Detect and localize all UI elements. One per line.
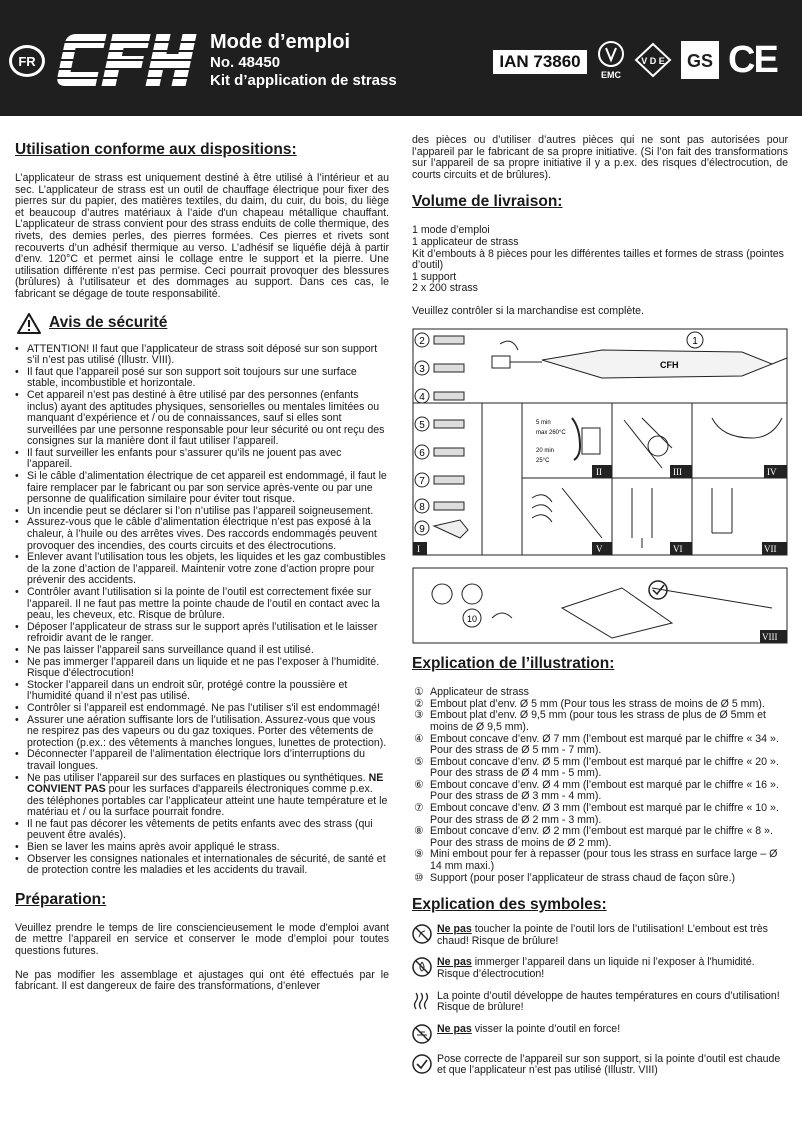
temp-label-2: 25°C (536, 457, 550, 464)
roman-i: I (417, 543, 420, 554)
time-label-1: 5 min (536, 419, 551, 426)
safety-item: • Il ne faut pas décorer les vêtements de petits enfants avec des strass (qui peuvent être avalés). (15, 819, 389, 842)
product-number: No. 48450 (210, 54, 281, 71)
legend-text: Embout plat d’env. Ø 5 mm (Pour tous les strass de moins de Ø 5 mm). (430, 697, 765, 710)
product-name: Kit d’application de strass (210, 72, 397, 89)
delivery-item: 2 x 200 strass (412, 282, 478, 295)
roman-iv: IV (767, 466, 777, 477)
plastic-text-c: pour les surfaces d'appareils électroniques comme p.ex. des téléphones portables car l’applicateur atteint une haute température et le matériau et / ou la surface pourrait fondre. (27, 783, 388, 819)
safety-item: • Déconnecter l’appareil de l’alimentation électrique lors d’interruptions du travail longues. (15, 749, 389, 772)
warning-triangle-icon (17, 313, 41, 334)
safety-item: • Il faut que l’appareil posé sur son support soit toujours sur une surface stable, incombustible et horizontale. (15, 367, 389, 390)
legend-item (412, 873, 788, 885)
tip-2-label: 2 (419, 335, 425, 347)
legend-text: Embout concave d’env. Ø 7 mm (l’embout est marqué par le chiffre « 34 ». Pour des strass de Ø 5 mm - 7 mm). (430, 732, 779, 757)
language-badge: FR (9, 45, 45, 77)
legend-item (412, 734, 788, 757)
sym4-emphasis: Ne pas (437, 1022, 472, 1035)
gs-label: GS (686, 51, 714, 71)
symbol-no-liquid (412, 957, 788, 980)
safety-list (15, 344, 389, 877)
sym5-text: Pose correcte de l’appareil sur son support, si la pointe d’outil est chaude et que l’applicateur n’est pas utilisé (Illustr. VIII) (437, 1052, 781, 1077)
usage-paragraph: L’applicateur de strass est uniquement destiné à être utilisé à l’intérieur et au sec. L’applicateur de strass est un outil de chauffage électrique pour fixer des pierres sur du papier, des matières textiles, du daim, du cuir, du bois, du liège et beaucoup d’autres matériaux à l’aide d'un chapeau métallique chauffant. L’applicateur de strass convient pour des strass enduits de colle thermique, des rivets, des demies perles, des pierres formées. Ces pierres et rivets sont recouverts d’un adhésif thermique au verso. L’adhésif se liquéfie déjà à partir d’env. 120°C et permet ainsi le collage entre le support et la pierre. Une utilisation différente n’est pas permise. Ceci pourrait provoquer des blessures (brûlures) à l’utilisateur et des dommages au support. Dans ces cas, le fabricant se dégage de toute responsabilité. (15, 172, 389, 300)
legend-text: Embout concave d’env. Ø 5 mm (l’embout est marqué par le chiffre « 20 ». Pour des strass de Ø 4 mm - 5 mm). (430, 755, 779, 780)
legend-text: Embout concave d’env. Ø 2 mm (l’embout est marqué par le chiffre « 8 ». Pour des strass de moins de Ø 2 mm). (430, 825, 773, 849)
temp-label-1: max 260°C (536, 429, 566, 436)
sym2-emphasis: Ne pas (437, 956, 472, 969)
delivery-item: Kit d’embouts à 8 pièces pour les différentes tailles et formes de strass (pointes d’outil) (412, 247, 784, 272)
symbol-no-force (412, 1024, 788, 1044)
safety-item: • Stocker l’appareil dans un endroit sûr, protégé contre la poussière et l’humidité quand il n’est pas utilisé. (15, 680, 389, 703)
safety-heading-label: Avis de sécurité (49, 314, 168, 332)
callout-10: 10 (466, 613, 478, 624)
safety-item: • Contrôler si l’appareil est endommagé. Ne pas l’utiliser s'il est endommagé! (15, 703, 389, 715)
legend-text: Applicateur de strass (430, 686, 529, 699)
emc-label: EMC (601, 70, 621, 80)
delivery-item: 1 mode d’emploi (412, 224, 490, 237)
no-force-screw-icon (412, 1024, 432, 1044)
legend-number: ⑤ (414, 755, 424, 768)
tip-3 (415, 361, 464, 375)
roman-vi: VI (673, 543, 683, 554)
heading-preparation: Préparation: (15, 890, 107, 908)
emc-mark-icon (596, 40, 626, 80)
legend-item (412, 710, 788, 733)
legend-item (412, 780, 788, 803)
safety-item-plastic (15, 773, 389, 819)
delivery-list (412, 225, 788, 295)
sym3-text: La pointe d’outil développe de hautes températures en cours d’utilisation! Risque de brûlure! (437, 989, 780, 1014)
roman-viii: VIII (762, 631, 778, 642)
safety-item: • ATTENTION! Il faut que l’applicateur de strass soit déposé sur son support s’il n’est pas utilisé (Illustr. VIII). (15, 344, 389, 367)
ian-code: IAN 73860 (493, 50, 587, 74)
no-liquid-icon (412, 957, 432, 977)
legend-text: Embout concave d’env. Ø 3 mm (l’embout est marqué par le chiffre « 10 ». Pour des strass de Ø 2 mm - 3 mm). (430, 802, 779, 826)
sym4-text: visser la pointe d’outil en force! (471, 1022, 621, 1035)
safety-item: • Assurez-vous que le câble d’alimentation électrique n’est pas exposé à la chaleur, à l’huile ou des arrêtes vives. Des raccords endommagés peuvent provoquer des incendies, des courts circuits et des électrocutions. (15, 517, 389, 552)
roman-ii: II (596, 466, 602, 477)
product-illustration (412, 328, 788, 644)
prep-continuation: des pièces ou d’utiliser d’autres pièces qui ne sont pas autorisées pour l’appareil par le fabricant de sa propre initiative. (Si l’on fait des transformations sur l’appareil de sa propre initiative il y a p.ex. des risques d’électrocution, de courts circuits et de brûlures). (412, 134, 788, 181)
safety-item: • Déposer l’applicateur de strass sur le support après l’utilisation et le laisser refroidir avant de le ranger. (15, 622, 389, 645)
delivery-item: 1 applicateur de strass (412, 235, 519, 248)
heading-illustration: Explication de l’illustration: (412, 655, 615, 673)
heading-usage: Utilisation conforme aux dispositions: (15, 141, 297, 158)
legend-item (412, 826, 788, 849)
prep-paragraph-1: Veuillez prendre le temps de lire consciencieusement le mode d'emploi avant de mettre l’appareil en service et conserver le mode d’emploi pour toutes questions futures. (15, 921, 389, 958)
checkmark-icon (412, 1054, 432, 1074)
legend-number: ⑨ (414, 848, 424, 861)
plastic-text-a: Ne pas utiliser l’appareil sur des surfaces en plastiques ou synthétiques. (27, 771, 366, 784)
tip-9-label: 9 (419, 523, 425, 535)
safety-heading (17, 313, 389, 334)
tip-6-label: 6 (419, 447, 425, 459)
legend-number: ③ (414, 709, 424, 722)
legend-text: Support (pour poser l’applicateur de strass chaud de façon sûre.) (430, 871, 736, 884)
tip-7 (415, 473, 464, 487)
sym1-text: toucher la pointe de l’outil lors de l’utilisation! L’embout est très chaud! Risque de brûlure! (437, 923, 768, 947)
certification-marks (596, 40, 777, 80)
tip-2 (415, 333, 464, 347)
safety-item: • Il faut surveiller les enfants pour s’assurer qu’ils ne jouent pas avec l’appareil. (15, 448, 389, 471)
plastic-emphasis: NE CONVIENT PAS (27, 771, 384, 796)
tip-4-label: 4 (419, 391, 425, 403)
vde-label: V D E (641, 56, 665, 66)
check-note: Veuillez contrôler si la marchandise est complète. (412, 304, 644, 317)
safety-item: • Ne pas laisser l’appareil sans surveillance quand il est utilisé. (15, 645, 389, 657)
figure-panel-viii (413, 568, 787, 643)
legend-number: ② (414, 697, 424, 710)
callout-1: 1 (692, 335, 698, 347)
tip-4 (415, 389, 464, 403)
safety-item: • Assurer une aération suffisante lors de l’utilisation. Assurez-vous que vous ne respirez pas des vapeurs ou du gaz toxiques. Porter des vêtements de protection (p.ex.: des vêtements à manches longues, lunettes de protection). (15, 715, 389, 750)
legend-number: ⑥ (414, 778, 424, 791)
tip-5-label: 5 (419, 419, 425, 431)
tip-9 (415, 520, 468, 538)
tip-8 (415, 499, 464, 513)
roman-iii: III (673, 466, 682, 477)
delivery-item: 1 support (412, 270, 457, 283)
legend-text: Embout concave d’env. Ø 4 mm (l’embout est marqué par le chiffre « 16 ». Pour des strass de Ø 3 mm - 4 mm). (430, 778, 779, 803)
tip-6 (415, 445, 464, 459)
gs-mark-icon (680, 40, 720, 80)
no-touch-icon (412, 924, 432, 944)
legend-item (412, 757, 788, 780)
tip-5 (415, 417, 464, 431)
safety-item: • Enlever avant l’utilisation tous les objets, les liquides et les gaz combustibles de la zone d’action de l’appareil. Maintenir votre zone d’action propre pour prévenir des accidents. (15, 552, 389, 587)
safety-item: • Si le câble d’alimentation électrique de cet appareil est endommagé, il faut le faire remplacer par le fabricant ou par son service après-vente ou par une personne de qualification similaire pour éviter tout risque. (15, 471, 389, 506)
heat-waves-icon (412, 991, 432, 1011)
left-column (15, 135, 389, 1005)
sym1-emphasis: Ne pas (437, 923, 472, 936)
prep-paragraph-2: Ne pas modifier les assemblage et ajustages qui ont été effectués par le fabricant. Il est dangereux de faire des transformations, d’enlever (15, 968, 389, 993)
header-title-block (210, 30, 397, 90)
heading-symbols: Explication des symboles: (412, 896, 607, 914)
time-label-2: 20 min (536, 447, 555, 454)
legend-number: ⑧ (414, 825, 424, 838)
safety-item: • Ne pas immerger l’appareil dans un liquide et ne pas l’exposer à l’humidité. Risque d'électrocution! (15, 657, 389, 680)
legend-item (412, 803, 788, 826)
symbol-no-touch (412, 924, 788, 947)
vde-mark-icon (634, 42, 672, 78)
legend-text: Embout plat d’env. Ø 9,5 mm (pour tous les strass de plus de Ø 5mm et moins de Ø 9,5 mm). (430, 709, 767, 733)
right-column (412, 135, 788, 1087)
roman-vii: VII (764, 543, 777, 554)
safety-item: • Un incendie peut se déclarer si l’on n’utilise pas l’appareil soigneusement. (15, 506, 389, 518)
safety-item: • Contrôler avant l’utilisation si la pointe de l’outil est correctement fixée sur l’appareil. Il ne faut pas mettre la pointe chaude de l’outil en contact avec la peau, les cheveux, etc. Risque de brûlure. (15, 587, 389, 622)
header-banner (0, 0, 802, 116)
safety-item: • Bien se laver les mains après avoir appliqué le strass. (15, 842, 389, 854)
symbol-hot (412, 991, 788, 1014)
svg-text:CFH: CFH (660, 359, 679, 370)
roman-v: V (596, 543, 603, 554)
heading-delivery: Volume de livraison: (412, 193, 563, 211)
sym2-text: immerger l’appareil dans un liquide ni l’exposer à l'humidité. Risque d’électrocution! (437, 956, 755, 980)
tip-3-label: 3 (419, 363, 425, 375)
legend-number: ⑦ (414, 802, 424, 815)
legend-item (412, 849, 788, 872)
safety-item: • Cet appareil n’est pas destiné à être utilisé par des personnes (enfants inclus) ayant des aptitudes physiques, sensorielles ou mentales limitées ou manquant d’expérience et / ou de connaissances, sauf si elles sont surveillées par une personne responsable pour leur sécurité ou ont reçu des consignes sur la manière dont il faut utiliser l’appareil. (15, 390, 389, 448)
ce-mark: CE (728, 39, 777, 81)
tip-8-label: 8 (419, 501, 425, 513)
legend-text: Mini embout pour fer à repasser (pour tous les strass en surface large – Ø 14 mm maxi.) (430, 848, 778, 873)
tip-7-label: 7 (419, 475, 425, 487)
legend-number: ④ (414, 732, 424, 745)
safety-item: • Observer les consignes nationales et internationales de sécurité, de santé et de protection contre les maladies et les accidents du travail. (15, 854, 389, 877)
legend-number: ⑩ (414, 871, 424, 884)
illustration-legend (412, 687, 788, 884)
legend-number: ① (414, 686, 424, 699)
cfh-logo (55, 32, 200, 88)
symbol-correct-placement (412, 1054, 788, 1077)
manual-title: Mode d’emploi (210, 31, 350, 53)
